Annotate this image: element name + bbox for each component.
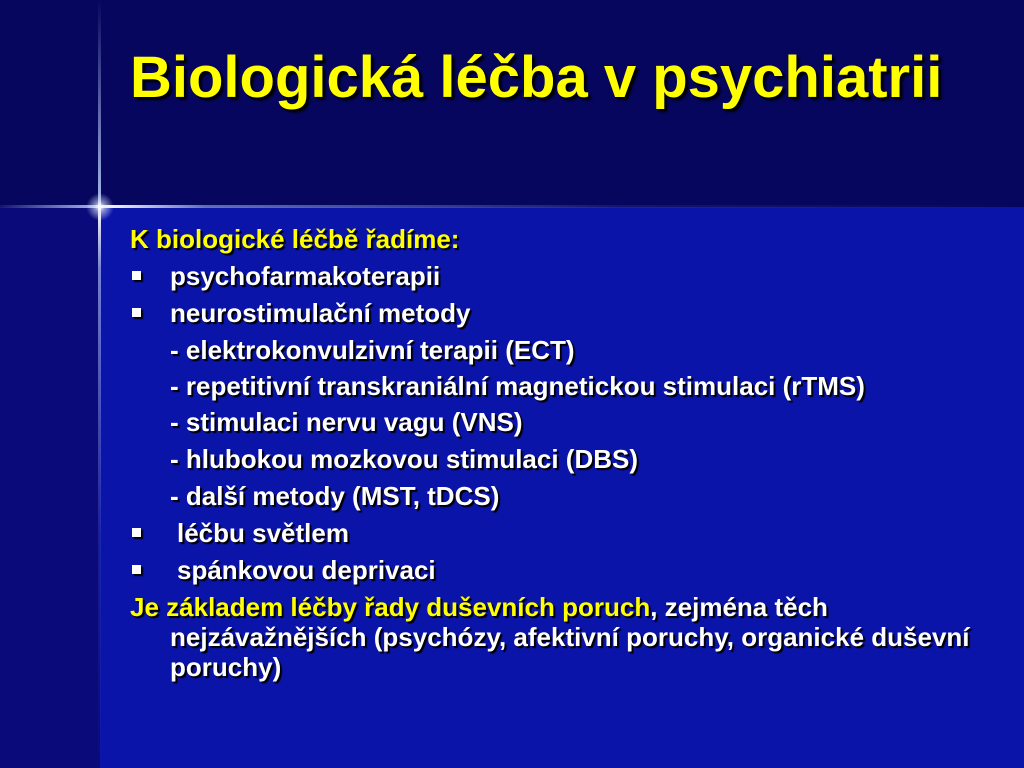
sub-item — [130, 372, 990, 400]
intro-text: K biologické léčbě řadíme: — [130, 224, 460, 254]
sub-item: - další metody (MST, tDCS) — [170, 481, 500, 511]
square-bullet-icon — [132, 308, 141, 317]
conclusion-rest: , zejména těch nejzávažnějších (psychózy, afektivní poruchy, organické duševní poruchy) — [170, 592, 970, 682]
conclusion-highlight: Je základem léčby řady duševních poruch — [130, 592, 651, 622]
horizontal-light-line — [0, 205, 1024, 208]
list-item-label: psychofarmakoterapii — [170, 261, 441, 291]
square-bullet-icon — [132, 271, 141, 280]
list-item-label: léčbu světlem — [177, 518, 349, 548]
conclusion-paragraph — [130, 592, 990, 682]
slide-title: Biologická léčba v psychiatrii — [130, 45, 943, 110]
sub-item: - stimulaci nervu vagu (VNS) — [170, 407, 523, 437]
list-item-label: spánkovou deprivaci — [177, 555, 436, 585]
list-item — [130, 261, 990, 291]
list-item — [130, 518, 990, 548]
square-bullet-icon — [132, 565, 141, 574]
sub-item: - elektrokonvulzivní terapii (ECT) — [170, 335, 575, 365]
sparkle-decoration — [86, 193, 114, 221]
sub-item: - hlubokou mozkovou stimulaci (DBS) — [170, 444, 639, 474]
square-bullet-icon — [132, 528, 141, 537]
sub-item-text: - repetitivní transkraniální magnetickou stimulaci (rTMS) — [170, 371, 865, 401]
left-band — [0, 207, 100, 768]
slide-content — [130, 224, 990, 682]
list-item-label: neurostimulační metody — [170, 298, 471, 328]
list-item — [130, 298, 990, 328]
list-item — [130, 555, 990, 585]
vertical-light-line — [98, 0, 101, 768]
